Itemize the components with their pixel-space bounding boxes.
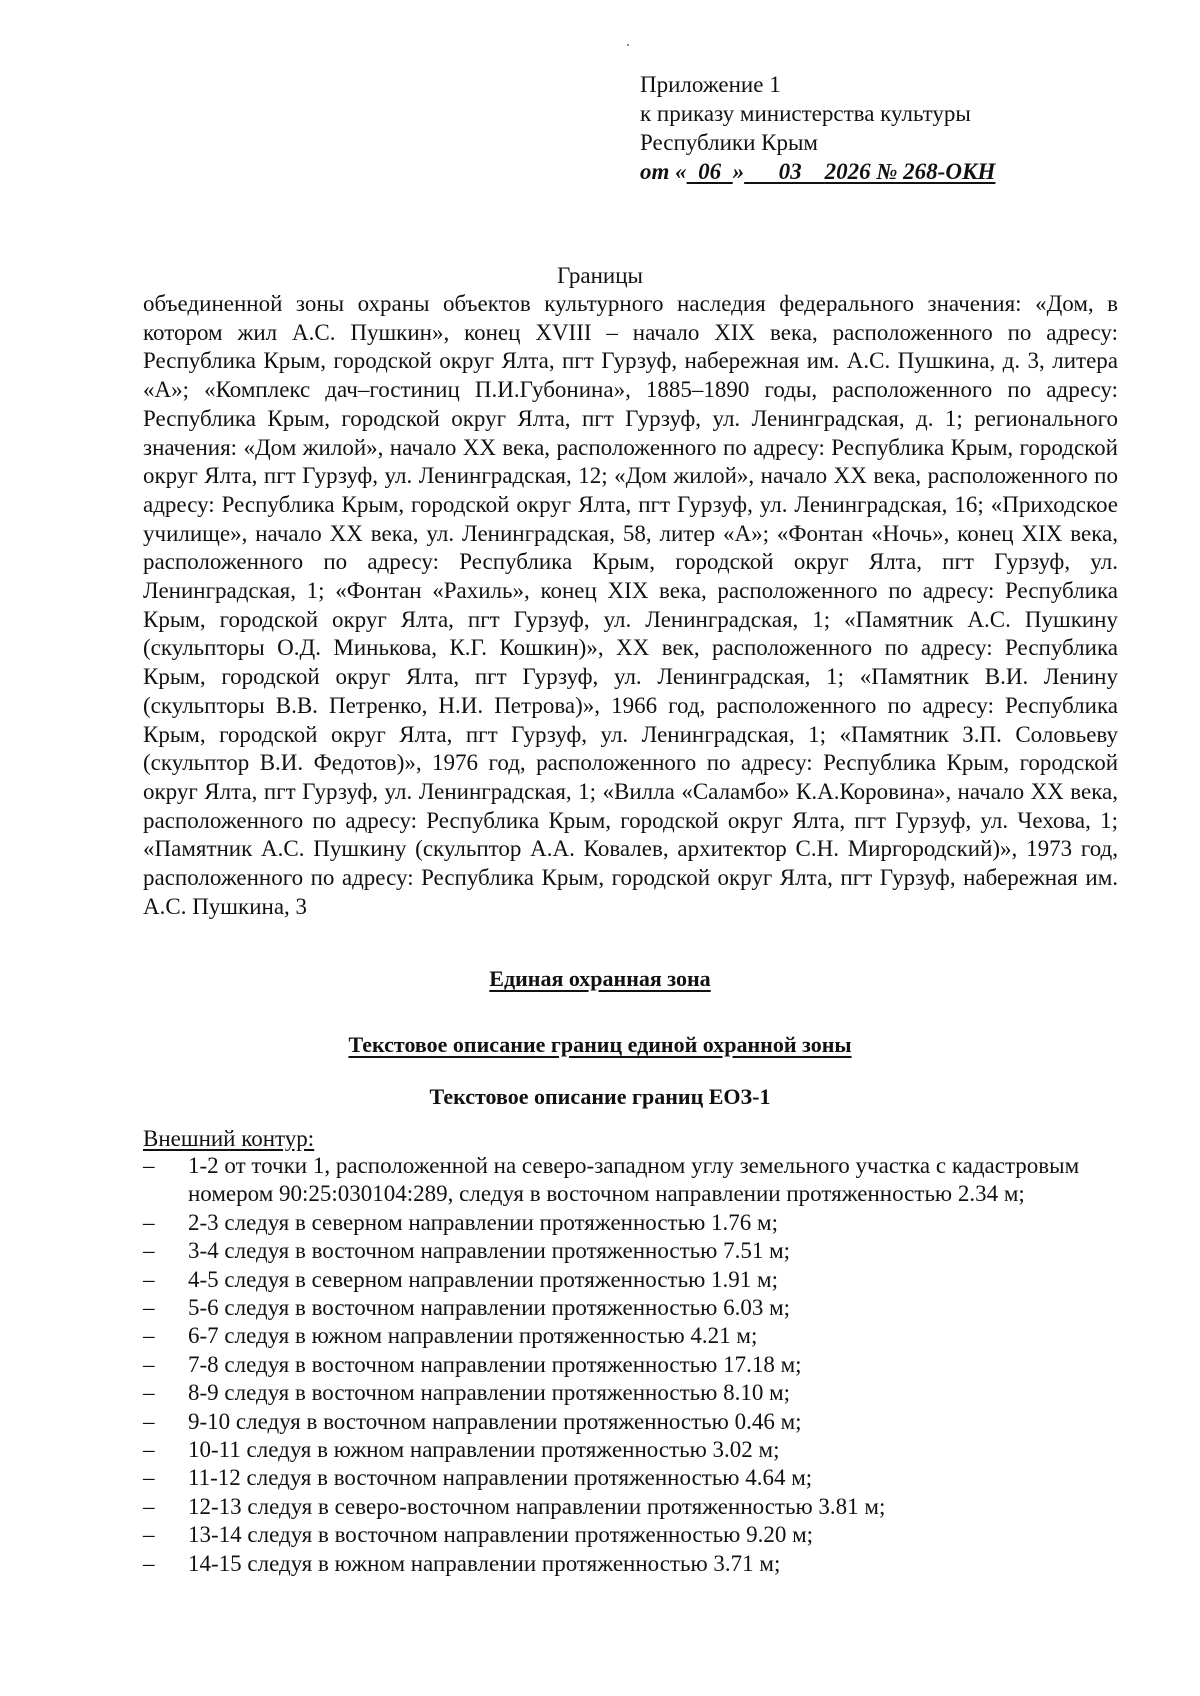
segment-text: 12-13 следуя в северо-восточном направлении протяженностью 3.81 м; <box>188 1493 886 1519</box>
dash-bullet: – <box>143 1522 155 1548</box>
appendix-line-1: Приложение 1 <box>640 72 781 97</box>
segment-text: 13-14 следуя в восточном направлении протяженностью 9.20 м; <box>188 1522 814 1548</box>
segment-text: 2-3 следуя в северном направлении протяженностью 1.76 м; <box>188 1209 778 1235</box>
order-suffix: 2026 № 268-ОКН <box>824 159 996 184</box>
dash-bullet: – <box>143 1408 155 1434</box>
list-item <box>143 1294 1118 1322</box>
segment-text: 3-4 следуя в восточном направлении протяженностью 7.51 м; <box>188 1238 791 1264</box>
heading-eoz1: Текстовое описание границ ЕОЗ-1 <box>429 1084 771 1109</box>
dash-bullet: – <box>143 1295 155 1321</box>
dash-bullet: – <box>143 1323 155 1349</box>
dash-bullet: – <box>143 1153 155 1178</box>
segment-text: 6-7 следуя в южном направлении протяженностью 4.21 м; <box>188 1323 758 1349</box>
list-item <box>143 1237 1118 1265</box>
segment-text: 10-11 следуя в южном направлении протяженностью 3.02 м; <box>188 1437 780 1463</box>
dash-bullet: – <box>143 1465 155 1491</box>
segment-text: 9-10 следуя в восточном направлении протяженностью 0.46 м; <box>188 1408 802 1434</box>
dash-bullet: – <box>143 1238 155 1264</box>
document-title: Границы <box>557 263 643 288</box>
list-item <box>143 1464 1118 1492</box>
list-item <box>143 1493 1118 1521</box>
appendix-line-2: к приказу министерства культуры <box>640 101 971 126</box>
list-item <box>143 1408 1118 1436</box>
dash-bullet: – <box>143 1550 155 1576</box>
outer-contour-label: Внешний контур: <box>143 1126 315 1151</box>
segment-list <box>143 1152 1118 1578</box>
list-item <box>143 1521 1118 1549</box>
list-item <box>143 1436 1118 1464</box>
appendix-header <box>640 70 995 186</box>
appendix-line-3: Республики Крым <box>640 130 818 155</box>
dash-bullet: – <box>143 1493 155 1519</box>
list-item <box>143 1322 1118 1350</box>
list-item <box>143 1209 1118 1237</box>
order-reference <box>640 157 995 186</box>
list-item <box>143 1550 1118 1578</box>
segment-text: 7-8 следуя в восточном направлении протяженностью 17.18 м; <box>188 1351 802 1377</box>
dash-bullet: – <box>143 1266 155 1292</box>
boundary-description: объединенной зоны охраны объектов культурного наследия федерального значения: «Дом, в котором жил А.С. Пушкин», конец XVIII – начало XIX века, расположенного по адресу: Республика Крым, городской округ Ялта, пгт Гурзуф, набережная им. А.С. Пушкина, д. 3, литера «А»; «Комплекс дач–гостиниц П.И.Губонина», 1885–1890 годы, расположенного по адресу: Республика Крым, городской округ Ялта, пгт Гурзуф, ул. Ленинградская, д. 1; регионального значения: «Дом жилой», начало XX века, расположенного по адресу: Республика Крым, городской округ Ялта, пгт Гурзуф, ул. Ленинградская, 12; «Дом жилой», начало XX века, расположенного по адресу: Республика Крым, городской округ Ялта, пгт Гурзуф, ул. Ленинградская, 16; «Приходское училище», начало XX века, ул. Ленинградская, 58, литер «А»; «Фонтан «Ночь», конец XIX века, расположенного по адресу: Республика Крым, городской округ Ялта, пгт Гурзуф, ул. Ленинградская, 1; «Фонтан «Рахиль», конец XIX века, расположенного по адресу: Республика Крым, городской округ Ялта, пгт Гурзуф, ул. Ленинградская, 1; «Памятник А.С. Пушкину (скульпторы О.Д. Минькова, К.Г. Кошкин)», XX век, расположенного по адресу: Республика Крым, городской округ Ялта, пгт Гурзуф, ул. Ленинградская, 1; «Памятник В.И. Ленину (скульпторы В.В. Петренко, Н.И. Петрова)», 1966 год, расположенного по адресу: Республика Крым, городской округ Ялта, пгт Гурзуф, ул. Ленинградская, 1; «Памятник З.П. Соловьеву (скульптор В.И. Федотов)», 1976 год, расположенного по адресу: Республика Крым, городской округ Ялта, пгт Гурзуф, ул. Ленинградская, 1; «Вилла «Саламбо» К.А.Коровина», начало XX века, расположенного по адресу: Республика Крым, городской округ Ялта, пгт Гурзуф, ул. Чехова, 1; «Памятник А.С. Пушкину (скульптор А.А. Ковалев, архитектор С.Н. Миргородский)», 1973 год, расположенного по адресу: Республика Крым, городской округ Ялта, пгт Гурзуф, набережная им. А.С. Пушкина, 3 <box>143 291 1118 919</box>
dash-bullet: – <box>143 1380 155 1406</box>
segment-text: 8-9 следуя в восточном направлении протяженностью 8.10 м; <box>188 1380 791 1406</box>
dash-bullet: – <box>143 1209 155 1235</box>
list-item <box>143 1351 1118 1379</box>
dash-bullet: – <box>143 1437 155 1463</box>
order-mid: » <box>732 159 745 184</box>
list-item <box>143 1152 1118 1209</box>
heading-text-description: Текстовое описание границ единой охранной зоны <box>348 1032 852 1057</box>
segment-text: 5-6 следуя в восточном направлении протяженностью 6.03 м; <box>188 1295 791 1321</box>
list-item <box>143 1266 1118 1294</box>
heading-zone: Единая охранная зона <box>489 966 711 991</box>
list-item <box>143 1379 1118 1407</box>
segment-text: 14-15 следуя в южном направлении протяженностью 3.71 м; <box>188 1550 781 1576</box>
segment-text: 1-2 от точки 1, расположенной на северо-западном углу земельного участка с кадастровым номером 90:25:030104:289, следуя в восточном направлении протяженностью 2.34 м; <box>188 1153 1080 1207</box>
dash-bullet: – <box>143 1351 155 1377</box>
segment-text: 11-12 следуя в восточном направлении протяженностью 4.64 м; <box>188 1465 813 1491</box>
order-prefix: от « <box>640 159 687 184</box>
order-month: 03 <box>744 159 825 184</box>
segment-text: 4-5 следуя в северном направлении протяженностью 1.91 м; <box>188 1266 778 1292</box>
scan-speck <box>627 44 629 46</box>
order-day: 06 <box>686 159 733 184</box>
